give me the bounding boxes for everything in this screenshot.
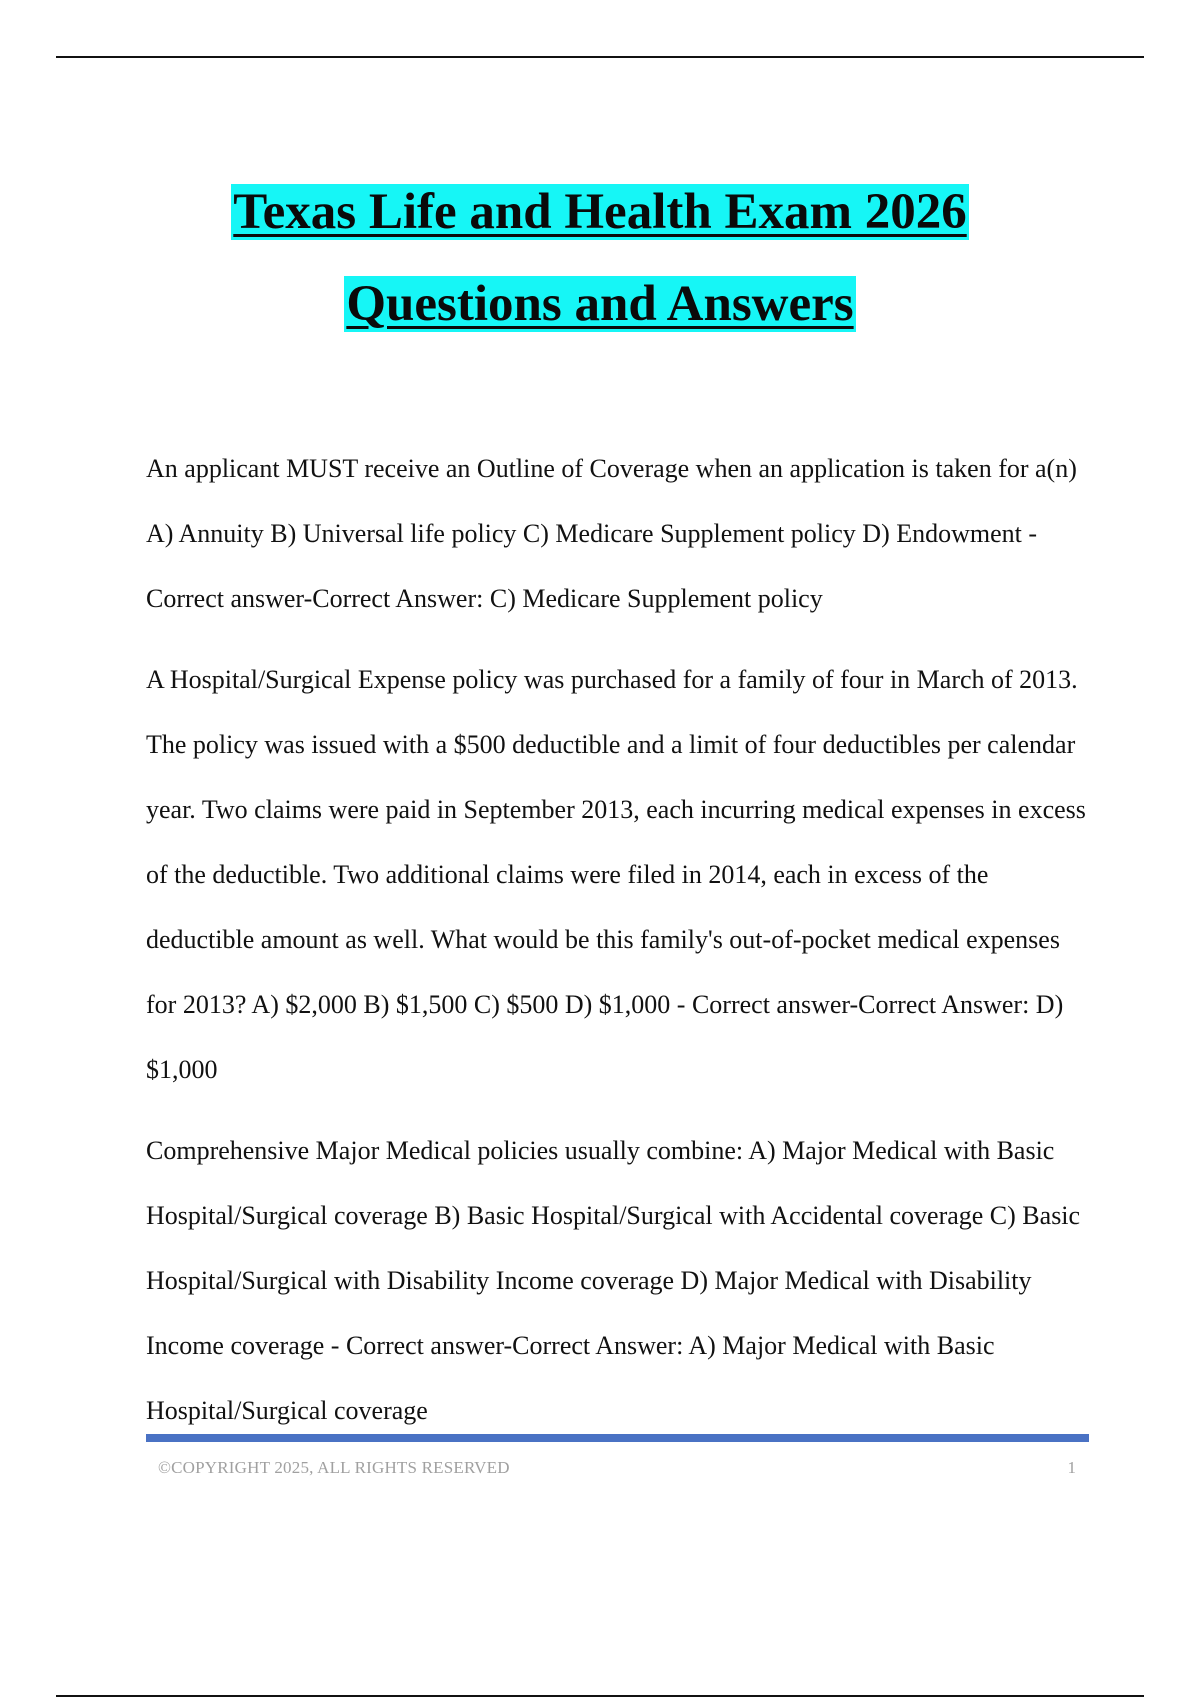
top-divider	[56, 56, 1144, 58]
page-number: 1	[1067, 1458, 1076, 1477]
question-paragraph-3: Comprehensive Major Medical policies usually combine: A) Major Medical with Basic Hospital/Surgical coverage B) Basic Hospital/Surgical with Accidental coverage C) Basic Hospital/Surgical with Disability Income coverage D) Major Medical with Disability Income coverage - Correct answer-Correct Answer: A) Major Medical with Basic Hospital/Surgical coverage	[146, 1136, 1081, 1425]
question-paragraph-2: A Hospital/Surgical Expense policy was purchased for a family of four in March of 2013. The policy was issued with a $500 deductible and a limit of four deductibles per calendar year. Two claims were paid in September 2013, each incurring medical expenses in excess of the deductible. Two additional claims were filed in 2014, each in excess of the deductible amount as well. What would be this family's out-of-pocket medical expenses for 2013? A) $2,000 B) $1,500 C) $500 D) $1,000 - Correct answer-Correct Answer: D) $1,000	[146, 665, 1086, 1084]
footer-copyright: ©COPYRIGHT 2025, ALL RIGHTS RESERVED	[158, 1458, 510, 1477]
footer-bar	[146, 1434, 1089, 1442]
bottom-divider	[56, 1695, 1144, 1697]
title-line-2	[0, 270, 1200, 362]
question-paragraph-1: An applicant MUST receive an Outline of Coverage when an application is taken for a(n) A) Annuity B) Universal life policy C) Medicare Supplement policy D) Endowment - Correct answer-Correct Answer: C) Medicare Supplement policy	[146, 454, 1077, 613]
title-text-line-1: Texas Life and Health Exam 2026	[233, 184, 967, 240]
document-title	[0, 178, 1200, 362]
title-text-line-2: Questions and Answers	[346, 276, 854, 332]
title-line-1	[0, 178, 1200, 270]
questions-list	[146, 436, 1091, 1459]
